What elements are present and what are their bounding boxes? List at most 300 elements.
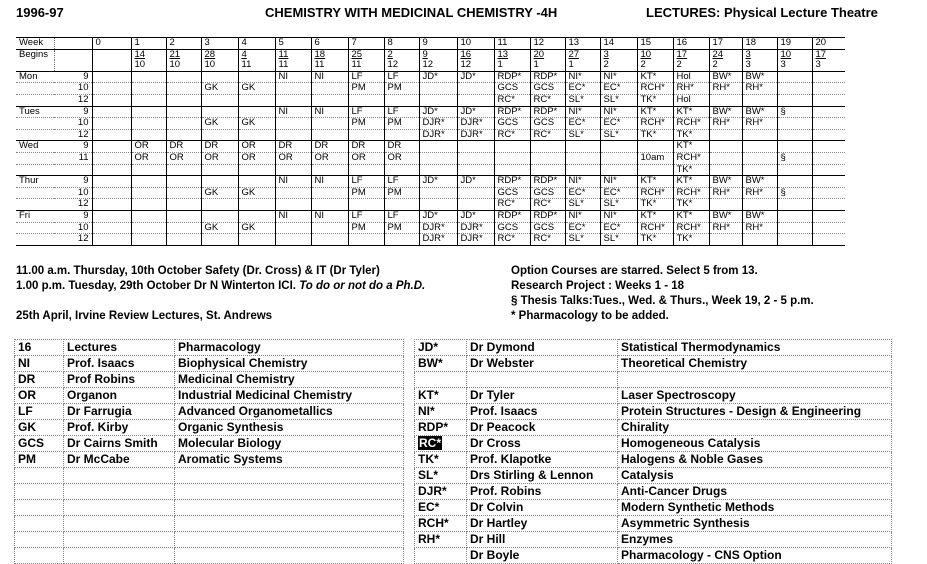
legend-course <box>618 372 892 388</box>
timetable-cell <box>311 164 348 176</box>
timetable-cell: KT* <box>637 71 673 83</box>
begins-month: 12 <box>457 60 494 71</box>
timetable-cell <box>131 187 166 199</box>
legend-code <box>415 436 467 452</box>
legend-row <box>15 484 892 500</box>
legend-course: Pharmacology - CNS Option <box>618 548 892 564</box>
legend-row <box>15 516 892 532</box>
week-number: 17 <box>709 38 742 50</box>
legend-course: Modern Synthetic Methods <box>618 500 892 516</box>
legend-code-highlight: RC* <box>419 436 442 450</box>
timetable-cell <box>384 199 419 211</box>
timetable-cell <box>457 83 494 95</box>
timetable-cell: LF <box>384 71 419 83</box>
legend-lecturer: Organon <box>64 388 175 404</box>
timetable-cell <box>275 83 311 95</box>
spacer <box>16 164 54 176</box>
begins-day: 25 <box>348 49 384 60</box>
timetable-cell <box>166 199 201 211</box>
timetable-cell <box>131 234 166 246</box>
timetable-cell <box>238 94 275 106</box>
timetable-cell: NI <box>311 176 348 188</box>
timetable-cell <box>419 199 457 211</box>
timetable-cell: BW* <box>742 71 777 83</box>
timetable-cell: OR <box>348 152 384 164</box>
timetable-cell <box>457 199 494 211</box>
timetable-cell <box>494 152 530 164</box>
timetable-cell: RH* <box>709 118 742 130</box>
timetable-cell <box>812 199 845 211</box>
timetable-cell <box>201 176 238 188</box>
begins-day: 10 <box>777 49 812 60</box>
timetable-cell: TK* <box>673 199 709 211</box>
timetable-cell <box>92 222 131 234</box>
timetable-cell <box>565 164 600 176</box>
timetable-cell <box>348 164 384 176</box>
timetable-cell: OR <box>131 152 166 164</box>
timetable-row <box>16 83 845 95</box>
timetable-cell: RC* <box>530 199 565 211</box>
timetable-cell: JD* <box>457 176 494 188</box>
timetable-cell: RDP* <box>530 210 565 222</box>
begins-row <box>16 49 845 60</box>
timetable-row <box>16 118 845 130</box>
legend-lecturer <box>64 484 175 500</box>
legend-code: KT* <box>415 388 467 404</box>
legend-lecturer <box>64 532 175 548</box>
legend-lecturer <box>64 468 175 484</box>
legend-code: DR <box>15 372 64 388</box>
timetable-cell <box>812 83 845 95</box>
note-thesis-talks: § Thesis Talks:Tues., Wed. & Thurs., Week 19, 2 - 5 p.m. <box>511 295 814 307</box>
timetable-cell: DR <box>384 141 419 153</box>
timetable-cell <box>494 141 530 153</box>
timetable-cell <box>348 94 384 106</box>
slot-time: 10 <box>54 187 92 199</box>
timetable-cell <box>166 210 201 222</box>
legend-course: Homogeneous Catalysis <box>618 436 892 452</box>
timetable-cell: GK <box>238 187 275 199</box>
timetable-cell: NI* <box>565 106 600 118</box>
legend-gap <box>404 420 415 436</box>
timetable-cell <box>384 94 419 106</box>
begins-day: 17 <box>673 49 709 60</box>
timetable-cell <box>311 129 348 141</box>
legend-course <box>175 516 404 532</box>
begins-day: 3 <box>600 49 637 60</box>
legend-lecturer: Prof Robins <box>64 372 175 388</box>
begins-day: 16 <box>457 49 494 60</box>
begins-month: 11 <box>238 60 275 71</box>
timetable-cell <box>92 141 131 153</box>
timetable-cell: KT* <box>637 106 673 118</box>
legend-gap <box>404 436 415 452</box>
legend-gap <box>404 468 415 484</box>
timetable-cell <box>92 234 131 246</box>
legend-gap <box>404 548 415 564</box>
spacer <box>16 129 54 141</box>
timetable-cell: GCS <box>494 222 530 234</box>
timetable-cell <box>275 222 311 234</box>
legend-gap <box>404 356 415 372</box>
day-label: Fri <box>16 210 54 222</box>
timetable-cell <box>275 187 311 199</box>
timetable-cell: Hol <box>673 71 709 83</box>
timetable-cell: NI <box>275 210 311 222</box>
legend-code: BW* <box>415 356 467 372</box>
timetable-cell <box>238 164 275 176</box>
week-number: 6 <box>311 38 348 50</box>
legend-row <box>15 388 892 404</box>
timetable-cell <box>131 118 166 130</box>
timetable-cell: RH* <box>742 83 777 95</box>
week-number: 1 <box>131 38 166 50</box>
timetable-cell <box>419 164 457 176</box>
timetable-cell: NI <box>311 71 348 83</box>
timetable-cell <box>201 199 238 211</box>
year-label: 1996-97 <box>16 5 64 20</box>
slot-time: 9 <box>54 141 92 153</box>
timetable-cell: PM <box>348 83 384 95</box>
timetable-cell <box>238 71 275 83</box>
legend-row <box>15 420 892 436</box>
begins-month: 1 <box>565 60 600 71</box>
day-label: Wed <box>16 141 54 153</box>
legend-lecturer: Dr Tyler <box>467 388 618 404</box>
timetable-cell: GCS <box>494 118 530 130</box>
legend-course: Halogens & Noble Gases <box>618 452 892 468</box>
timetable-cell <box>348 199 384 211</box>
spacer <box>54 60 92 71</box>
week-number: 4 <box>238 38 275 50</box>
begins-month: 3 <box>812 60 845 71</box>
begins-day: 14 <box>131 49 166 60</box>
timetable-cell <box>92 71 131 83</box>
legend-lecturer: Prof. Robins <box>467 484 618 500</box>
timetable-cell: EC* <box>600 222 637 234</box>
timetable-cell: LF <box>384 176 419 188</box>
timetable-cell: DJR* <box>457 234 494 246</box>
timetable-cell <box>201 106 238 118</box>
timetable-cell: LF <box>384 210 419 222</box>
timetable-cell: Hol <box>673 94 709 106</box>
timetable-cell: EC* <box>600 118 637 130</box>
timetable-cell: NI* <box>565 71 600 83</box>
timetable-cell: DR <box>348 141 384 153</box>
begins-month: 11 <box>348 60 384 71</box>
spacer <box>16 199 54 211</box>
timetable-cell: TK* <box>673 129 709 141</box>
begins-day: 9 <box>419 49 457 60</box>
timetable-cell: RC* <box>494 199 530 211</box>
week-number: 3 <box>201 38 238 50</box>
legend-gap <box>404 452 415 468</box>
timetable-cell <box>131 222 166 234</box>
timetable-cell: NI* <box>565 210 600 222</box>
timetable-cell: TK* <box>637 129 673 141</box>
slot-time: 9 <box>54 210 92 222</box>
week-number: 14 <box>600 38 637 50</box>
begins-month: 10 <box>166 60 201 71</box>
legend-code: OR <box>15 388 64 404</box>
legend-code <box>15 516 64 532</box>
legend-course <box>175 500 404 516</box>
timetable-cell <box>92 199 131 211</box>
timetable-cell: RC* <box>494 94 530 106</box>
timetable-cell <box>92 176 131 188</box>
timetable-cell <box>709 152 742 164</box>
lecture-timetable <box>16 37 845 246</box>
timetable-cell <box>709 141 742 153</box>
timetable-cell: 10am <box>637 152 673 164</box>
legend-lecturer: Dr Cross <box>467 436 618 452</box>
timetable-cell <box>777 94 812 106</box>
legend-course: Protein Structures - Design & Engineering <box>618 404 892 420</box>
timetable-cell <box>530 152 565 164</box>
timetable-cell <box>812 187 845 199</box>
timetable-cell: PM <box>384 118 419 130</box>
spacer <box>16 83 54 95</box>
timetable-cell: SL* <box>600 129 637 141</box>
timetable-bottom-border <box>16 245 845 246</box>
timetable-cell <box>812 94 845 106</box>
week-number: 2 <box>166 38 201 50</box>
timetable-cell: RC* <box>494 129 530 141</box>
timetable-cell: NI <box>275 71 311 83</box>
timetable-cell <box>457 94 494 106</box>
timetable-cell <box>457 187 494 199</box>
timetable-cell <box>201 234 238 246</box>
begins-month: 10 <box>201 60 238 71</box>
timetable-row <box>16 176 845 188</box>
legend-lecturer: Dr Dymond <box>467 340 618 356</box>
legend-lecturer: Lectures <box>64 340 175 356</box>
timetable-cell: RCH* <box>673 187 709 199</box>
timetable-cell <box>812 129 845 141</box>
legend-lecturer <box>64 516 175 532</box>
timetable-cell <box>419 141 457 153</box>
timetable-row <box>16 187 845 199</box>
spacer <box>16 152 54 164</box>
timetable-cell <box>812 152 845 164</box>
timetable-cell <box>201 129 238 141</box>
legend-lecturer: Dr Hill <box>467 532 618 548</box>
timetable-cell: DR <box>201 141 238 153</box>
slot-time: 9 <box>54 71 92 83</box>
timetable-cell <box>565 141 600 153</box>
timetable-cell: DJR* <box>457 118 494 130</box>
timetable-cell <box>348 129 384 141</box>
legend-gap <box>404 340 415 356</box>
begins-day: 20 <box>530 49 565 60</box>
timetable-cell <box>201 71 238 83</box>
timetable-cell <box>311 118 348 130</box>
timetable-cell <box>275 118 311 130</box>
legend-row <box>15 356 892 372</box>
timetable-cell: GK <box>201 187 238 199</box>
timetable-cell <box>384 164 419 176</box>
timetable-cell: PM <box>384 187 419 199</box>
timetable-cell: OR <box>238 152 275 164</box>
note-winterton: 1.00 p.m. Tuesday, 29th October Dr N Winterton ICI. To do or not do a Ph.D. <box>16 280 426 292</box>
begins-day: 27 <box>565 49 600 60</box>
timetable-cell: DR <box>311 141 348 153</box>
timetable-cell <box>275 164 311 176</box>
timetable-cell: EC* <box>600 83 637 95</box>
timetable-cell: GK <box>238 118 275 130</box>
note-irvine-review: 25th April, Irvine Review Lectures, St. Andrews <box>16 310 273 322</box>
timetable-cell <box>777 118 812 130</box>
timetable-cell: JD* <box>457 210 494 222</box>
timetable-cell: DR <box>275 141 311 153</box>
timetable-cell: OR <box>311 152 348 164</box>
slot-time: 10 <box>54 222 92 234</box>
timetable-cell <box>131 129 166 141</box>
timetable-cell <box>384 129 419 141</box>
spacer <box>54 38 92 50</box>
legend-course: Aromatic Systems <box>175 452 404 468</box>
timetable-cell <box>92 129 131 141</box>
begins-month: 2 <box>600 60 637 71</box>
legend-lecturer <box>64 500 175 516</box>
legend-row <box>15 532 892 548</box>
timetable-cell: KT* <box>637 210 673 222</box>
legend-row <box>15 340 892 356</box>
timetable-cell <box>166 129 201 141</box>
timetable-cell: NI* <box>600 71 637 83</box>
timetable-cell: SL* <box>565 234 600 246</box>
timetable-cell: DJR* <box>419 129 457 141</box>
timetable-cell <box>311 222 348 234</box>
slot-time: 10 <box>54 83 92 95</box>
legend-code <box>15 468 64 484</box>
timetable-cell <box>742 94 777 106</box>
week-number: 8 <box>384 38 419 50</box>
legend-code: RH* <box>415 532 467 548</box>
notes-left <box>16 264 425 324</box>
slot-time: 11 <box>54 152 92 164</box>
timetable-cell <box>166 176 201 188</box>
timetable-cell: GCS <box>494 83 530 95</box>
timetable-cell: NI <box>275 106 311 118</box>
week-label: Week <box>16 38 54 50</box>
begins-day: 18 <box>311 49 348 60</box>
timetable-cell: JD* <box>419 210 457 222</box>
legend-gap <box>404 372 415 388</box>
timetable-cell: RCH* <box>637 83 673 95</box>
legend-row <box>15 372 892 388</box>
timetable-cell <box>565 152 600 164</box>
begins-month: 12 <box>384 60 419 71</box>
legend-code: RDP* <box>415 420 467 436</box>
timetable-cell: PM <box>348 118 384 130</box>
timetable-cell <box>777 141 812 153</box>
timetable-row <box>16 94 845 106</box>
timetable-cell <box>812 106 845 118</box>
timetable-cell: PM <box>384 83 419 95</box>
legend-code: LF <box>15 404 64 420</box>
legend-code: JD* <box>415 340 467 356</box>
timetable-cell: PM <box>348 187 384 199</box>
timetable-cell: RDP* <box>530 106 565 118</box>
timetable-cell: NI* <box>600 106 637 118</box>
timetable-cell: GCS <box>530 118 565 130</box>
timetable-cell: JD* <box>457 106 494 118</box>
course-legend <box>14 339 892 564</box>
legend-course <box>175 548 404 564</box>
timetable-cell <box>131 83 166 95</box>
timetable-cell <box>777 199 812 211</box>
timetable-cell: LF <box>348 71 384 83</box>
timetable-cell: BW* <box>709 176 742 188</box>
timetable-row <box>16 164 845 176</box>
timetable-cell <box>92 152 131 164</box>
begins-day: 10 <box>637 49 673 60</box>
begins-day: 21 <box>166 49 201 60</box>
timetable-cell: GK <box>201 222 238 234</box>
timetable-cell <box>742 234 777 246</box>
timetable-cell <box>311 234 348 246</box>
timetable-cell <box>812 71 845 83</box>
timetable-cell: KT* <box>673 210 709 222</box>
legend-lecturer: Prof. Kirby <box>64 420 175 436</box>
page-title: CHEMISTRY WITH MEDICINAL CHEMISTRY -4H <box>265 5 558 20</box>
legend-lecturer: Prof. Klapotke <box>467 452 618 468</box>
timetable-cell <box>637 141 673 153</box>
timetable-cell: RCH* <box>637 118 673 130</box>
timetable-cell <box>238 234 275 246</box>
timetable-cell: DJR* <box>419 234 457 246</box>
timetable-cell <box>131 71 166 83</box>
timetable-cell: RH* <box>709 83 742 95</box>
legend-code: GK <box>15 420 64 436</box>
timetable-cell: LF <box>348 176 384 188</box>
timetable-cell <box>238 176 275 188</box>
timetable-cell: JD* <box>457 71 494 83</box>
timetable-cell: RCH* <box>673 118 709 130</box>
timetable-cell: GCS <box>494 187 530 199</box>
timetable-cell: BW* <box>709 71 742 83</box>
timetable-cell <box>275 234 311 246</box>
legend-gap <box>404 500 415 516</box>
timetable-cell: TK* <box>673 164 709 176</box>
timetable-cell <box>238 199 275 211</box>
timetable-cell <box>777 129 812 141</box>
timetable-cell <box>238 210 275 222</box>
timetable-cell: RH* <box>673 83 709 95</box>
timetable-cell: LF <box>348 210 384 222</box>
timetable-cell <box>419 83 457 95</box>
begins-month: 1 <box>530 60 565 71</box>
timetable-cell: RC* <box>530 94 565 106</box>
timetable-cell: BW* <box>742 176 777 188</box>
legend-course: Enzymes <box>618 532 892 548</box>
timetable-cell <box>600 152 637 164</box>
week-row <box>16 38 845 50</box>
legend-gap <box>404 388 415 404</box>
timetable-cell: NI <box>311 106 348 118</box>
legend-course: Advanced Organometallics <box>175 404 404 420</box>
legend-course: Statistical Thermodynamics <box>618 340 892 356</box>
timetable-cell: KT* <box>673 176 709 188</box>
timetable-cell: EC* <box>600 187 637 199</box>
timetable-cell: § <box>777 106 812 118</box>
timetable-cell: KT* <box>673 141 709 153</box>
timetable-cell: PM <box>348 222 384 234</box>
timetable-cell <box>131 199 166 211</box>
week-number: 12 <box>530 38 565 50</box>
spacer <box>54 49 92 60</box>
